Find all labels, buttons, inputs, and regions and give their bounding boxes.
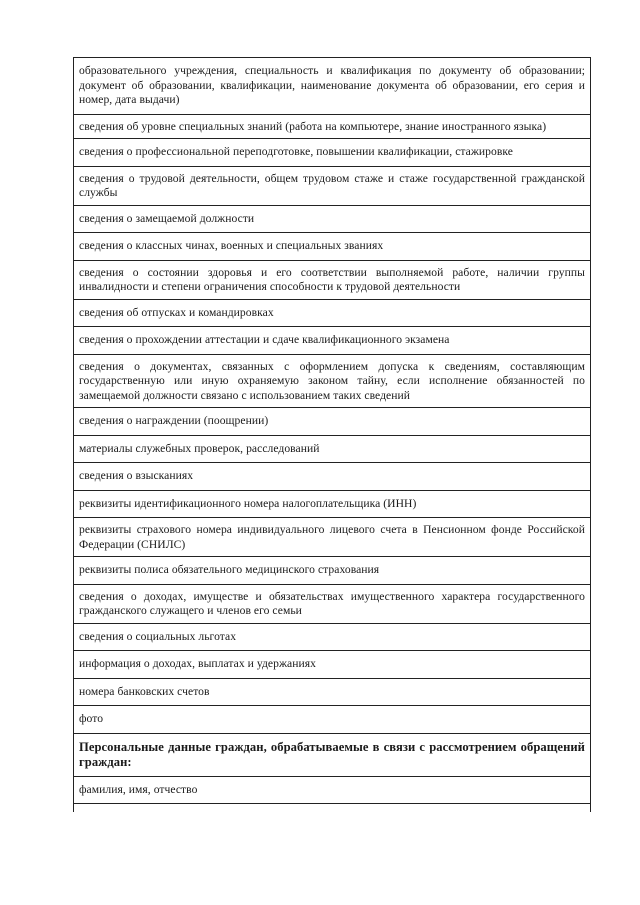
table-row (74, 205, 591, 233)
table-row (74, 557, 591, 585)
table-cell: сведения о социальных льготах (74, 623, 591, 651)
table-cell: сведения о замещаемой должности (74, 205, 591, 233)
personal-data-table (73, 57, 591, 804)
table-cell: сведения о прохождении аттестации и сдаче квалификационного экзамена (74, 327, 591, 355)
table-cell: сведения о награждении (поощрении) (74, 408, 591, 436)
table-cell: сведения об отпусках и командировках (74, 299, 591, 327)
table-cell: реквизиты страхового номера индивидуального лицевого счета в Пенсионном фонде Российской Федерации (СНИЛС) (74, 518, 591, 557)
table-continuation (73, 804, 591, 812)
table-cell: сведения о профессиональной переподготовке, повышении квалификации, стажировке (74, 139, 591, 167)
table-cell: сведения о классных чинах, военных и специальных званиях (74, 233, 591, 261)
table-cell: номера банковских счетов (74, 678, 591, 706)
table-row (74, 260, 591, 299)
table-row (74, 58, 591, 115)
section-heading: Персональные данные граждан, обрабатываемые в связи с рассмотрением обращений граждан: (74, 733, 591, 776)
table-cell: реквизиты полиса обязательного медицинского страхования (74, 557, 591, 585)
table-row (74, 327, 591, 355)
table-cell: сведения о доходах, имуществе и обязательствах имущественного характера государственного гражданского служащего и членов его семьи (74, 584, 591, 623)
table-row (74, 651, 591, 679)
table-cell: фамилия, имя, отчество (74, 776, 591, 804)
table-row (74, 139, 591, 167)
table-cell: информация о доходах, выплатах и удержаниях (74, 651, 591, 679)
table-row (74, 114, 591, 139)
table-cell: сведения об уровне специальных знаний (работа на компьютере, знание иностранного языка) (74, 114, 591, 139)
table-row (74, 584, 591, 623)
table-row (74, 435, 591, 463)
table-row (74, 776, 591, 804)
table-cell: реквизиты идентификационного номера налогоплательщика (ИНН) (74, 490, 591, 518)
table-row (74, 166, 591, 205)
table-row (74, 678, 591, 706)
table-cell: сведения о трудовой деятельности, общем трудовом стаже и стаже государственной гражданской службы (74, 166, 591, 205)
table-row (74, 463, 591, 491)
table-row (74, 518, 591, 557)
table-row (74, 623, 591, 651)
table-row (74, 408, 591, 436)
table-row (74, 706, 591, 734)
table-row (74, 299, 591, 327)
table-row (74, 233, 591, 261)
table-row (74, 354, 591, 408)
table-cell: материалы служебных проверок, расследований (74, 435, 591, 463)
table-row (74, 490, 591, 518)
table-cell: сведения о документах, связанных с оформлением допуска к сведениям, составляющим государственную или иную охраняемую законом тайну, если исполнение обязанностей по замещаемой должности связано с использованием таких сведений (74, 354, 591, 408)
table-cell: сведения о взысканиях (74, 463, 591, 491)
table-row (74, 733, 591, 776)
table-cell: образовательного учреждения, специальность и квалификация по документу об образовании; документ об образовании, квалификации, наименование документа об образовании, его серия и номер, дата выдачи) (74, 58, 591, 115)
document-page (73, 57, 591, 812)
table-cell: сведения о состоянии здоровья и его соответствии выполняемой работе, наличии группы инвалидности и степени ограничения способности к трудовой деятельности (74, 260, 591, 299)
table-cell: фото (74, 706, 591, 734)
